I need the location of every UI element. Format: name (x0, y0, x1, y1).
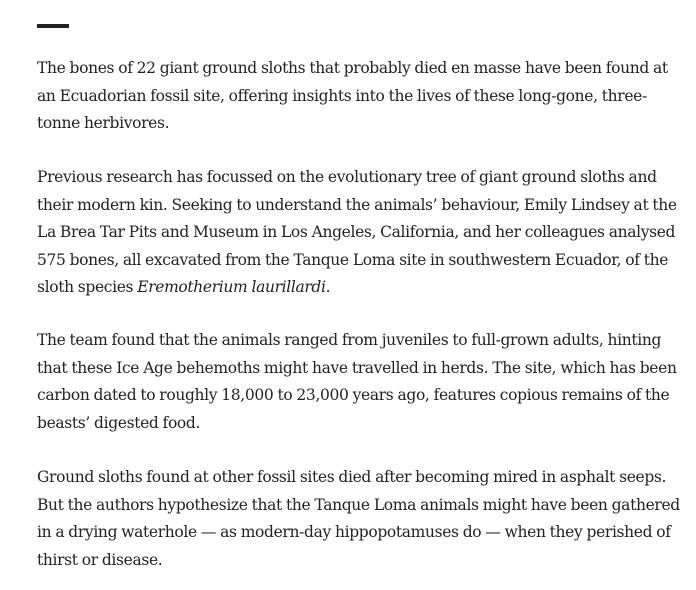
paragraph-2-text: Previous research has focussed on the evolutionary tree of giant ground sloths and their modern kin. Seeking to understand the animals’ behaviour, Emily Lindsey at the La Brea Tar Pits and Museum in Los Angeles, California, and her colleagues analysed 575 bones, all excavated from the Tanque Loma site in southwestern Ecuador, of the sloth species (37, 168, 677, 297)
species-name: Eremotherium laurillardi (137, 278, 326, 297)
paragraph-2-end: . (325, 278, 331, 297)
section-divider (37, 24, 69, 28)
paragraph-2 (37, 164, 682, 302)
paragraph-4: Ground sloths found at other fossil sites died after becoming mired in asphalt seeps. But the authors hypothesize that the Tanque Loma animals might have been gathered in a drying waterhole — as modern-day hippopotamuses do — when they perished of thirst or disease. (37, 468, 680, 569)
paragraph-1: The bones of 22 giant ground sloths that probably died en masse have been found at an Ecuadorian fossil site, offering insights into the lives of these long-gone, three-tonne herbivores. (37, 59, 668, 133)
paragraph-3: The team found that the animals ranged from juveniles to full-grown adults, hinting that these Ice Age behemoths might have travelled in herds. The site, which has been carbon dated to roughly 18,000 to 23,000 years ago, features copious remains of the beasts’ digested food. (37, 331, 677, 432)
